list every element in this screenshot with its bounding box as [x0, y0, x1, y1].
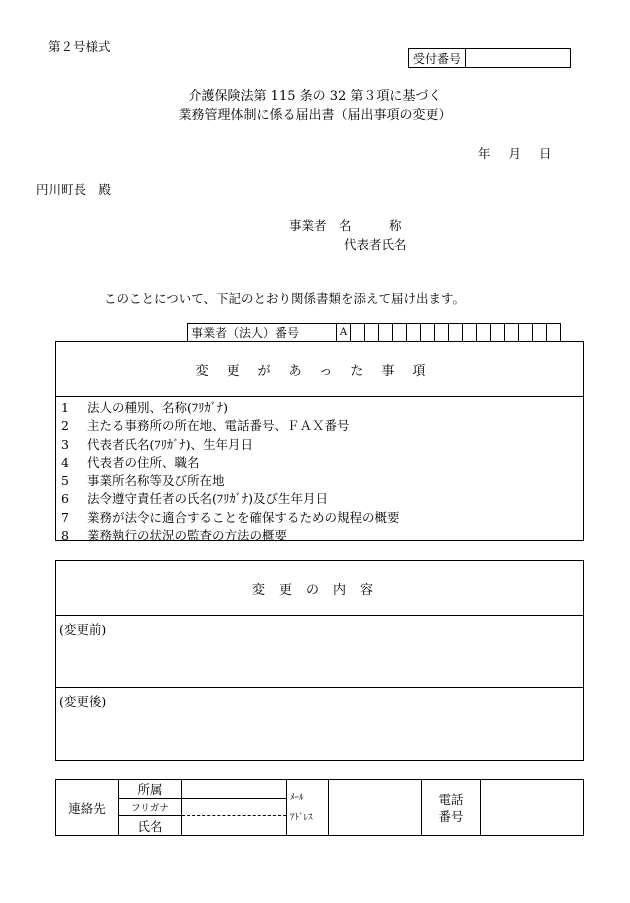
phone-label-line1: 電話 — [438, 791, 464, 807]
affiliation-label: 所属 — [119, 780, 182, 799]
corp-number-digit-cell[interactable] — [421, 324, 435, 342]
changed-items-box — [55, 341, 584, 544]
furigana-label: フリガナ — [119, 799, 182, 816]
list-item[interactable]: 7 業務が法令に適合することを確保するための規程の概要 — [61, 509, 400, 525]
title-line-1: 介護保険法第 115 条の 32 第３項に基づく — [188, 89, 442, 104]
corp-number-digit-cell[interactable] — [365, 324, 379, 342]
corp-number-digit-cell[interactable] — [547, 324, 561, 342]
corp-number-digit-cell[interactable] — [379, 324, 393, 342]
furigana-field[interactable] — [182, 799, 287, 816]
reception-number-field[interactable] — [466, 49, 571, 68]
email-field[interactable] — [329, 780, 422, 836]
representative-name-label: 代表者氏名 — [344, 237, 407, 252]
reception-number-label: 受付番号 — [409, 49, 466, 68]
corp-number-digit-cell[interactable] — [393, 324, 407, 342]
list-item[interactable]: 6 法令遵守責任者の氏名(ﾌﾘｶﾞﾅ)及び生年月日 — [61, 491, 329, 507]
list-item[interactable]: 2 主たる事務所の所在地、電話番号、ＦＡＸ番号 — [61, 418, 350, 434]
corp-number-digit-cell[interactable] — [519, 324, 533, 342]
after-change-label: (変更後) — [59, 694, 107, 709]
changed-items-heading: 変更があった事項 — [56, 342, 583, 397]
corp-number-digit-cell[interactable] — [477, 324, 491, 342]
reception-number-box — [408, 48, 571, 68]
list-item[interactable]: 4 代表者の住所、職名 — [61, 454, 200, 470]
after-change-area[interactable] — [56, 688, 583, 760]
before-change-area[interactable] — [56, 616, 583, 688]
contact-table — [55, 779, 584, 836]
name-field[interactable] — [182, 816, 287, 836]
form-number: 第２号様式 — [48, 39, 111, 54]
corp-number-digit-cell[interactable] — [351, 324, 365, 342]
email-label-line2: ｱﾄﾞﾚｽ — [290, 812, 313, 823]
list-item[interactable]: 3 代表者氏名(ﾌﾘｶﾞﾅ)、生年月日 — [61, 436, 254, 452]
corp-number-prefix: A — [337, 324, 351, 342]
changed-items-list — [56, 397, 583, 545]
change-content-heading: 変更の内容 — [56, 561, 583, 616]
corp-number-digit-cell[interactable] — [435, 324, 449, 342]
list-item[interactable]: 8 業務執行の状況の監査の方法の概要 — [61, 528, 288, 544]
corp-number-label: 事業者（法人）番号 — [188, 324, 337, 342]
list-item[interactable]: 5 事業所名称等及び所在地 — [61, 473, 225, 489]
phone-label-line2: 番号 — [438, 808, 464, 824]
contact-label: 連絡先 — [56, 780, 119, 836]
email-label-line1: ﾒｰﾙ — [290, 792, 304, 803]
corp-number-digit-cell[interactable] — [505, 324, 519, 342]
addressee: 円川町長 殿 — [36, 182, 112, 197]
change-content-box — [55, 560, 584, 761]
phone-field[interactable] — [481, 780, 584, 836]
corp-number-digit-cell[interactable] — [533, 324, 547, 342]
intro-text: このことについて、下記のとおり関係書類を添えて届け出ます。 — [104, 291, 466, 306]
corp-number-digit-cell[interactable] — [463, 324, 477, 342]
corp-number-digit-cell[interactable] — [491, 324, 505, 342]
date-label: 年 月 日 — [478, 146, 552, 161]
affiliation-field[interactable] — [182, 780, 287, 799]
business-name-label: 事業者 名 称 — [289, 218, 402, 233]
title-line-2: 業務管理体制に係る届出書（届出事項の変更） — [178, 108, 452, 123]
list-item[interactable]: 1 法人の種別、名称(ﾌﾘｶﾞﾅ) — [61, 400, 229, 415]
corp-number-digit-cell[interactable] — [407, 324, 421, 342]
name-label: 氏名 — [119, 816, 182, 836]
corp-number-table — [187, 323, 561, 342]
corp-number-digit-cell[interactable] — [449, 324, 463, 342]
before-change-label: (変更前) — [59, 622, 107, 637]
